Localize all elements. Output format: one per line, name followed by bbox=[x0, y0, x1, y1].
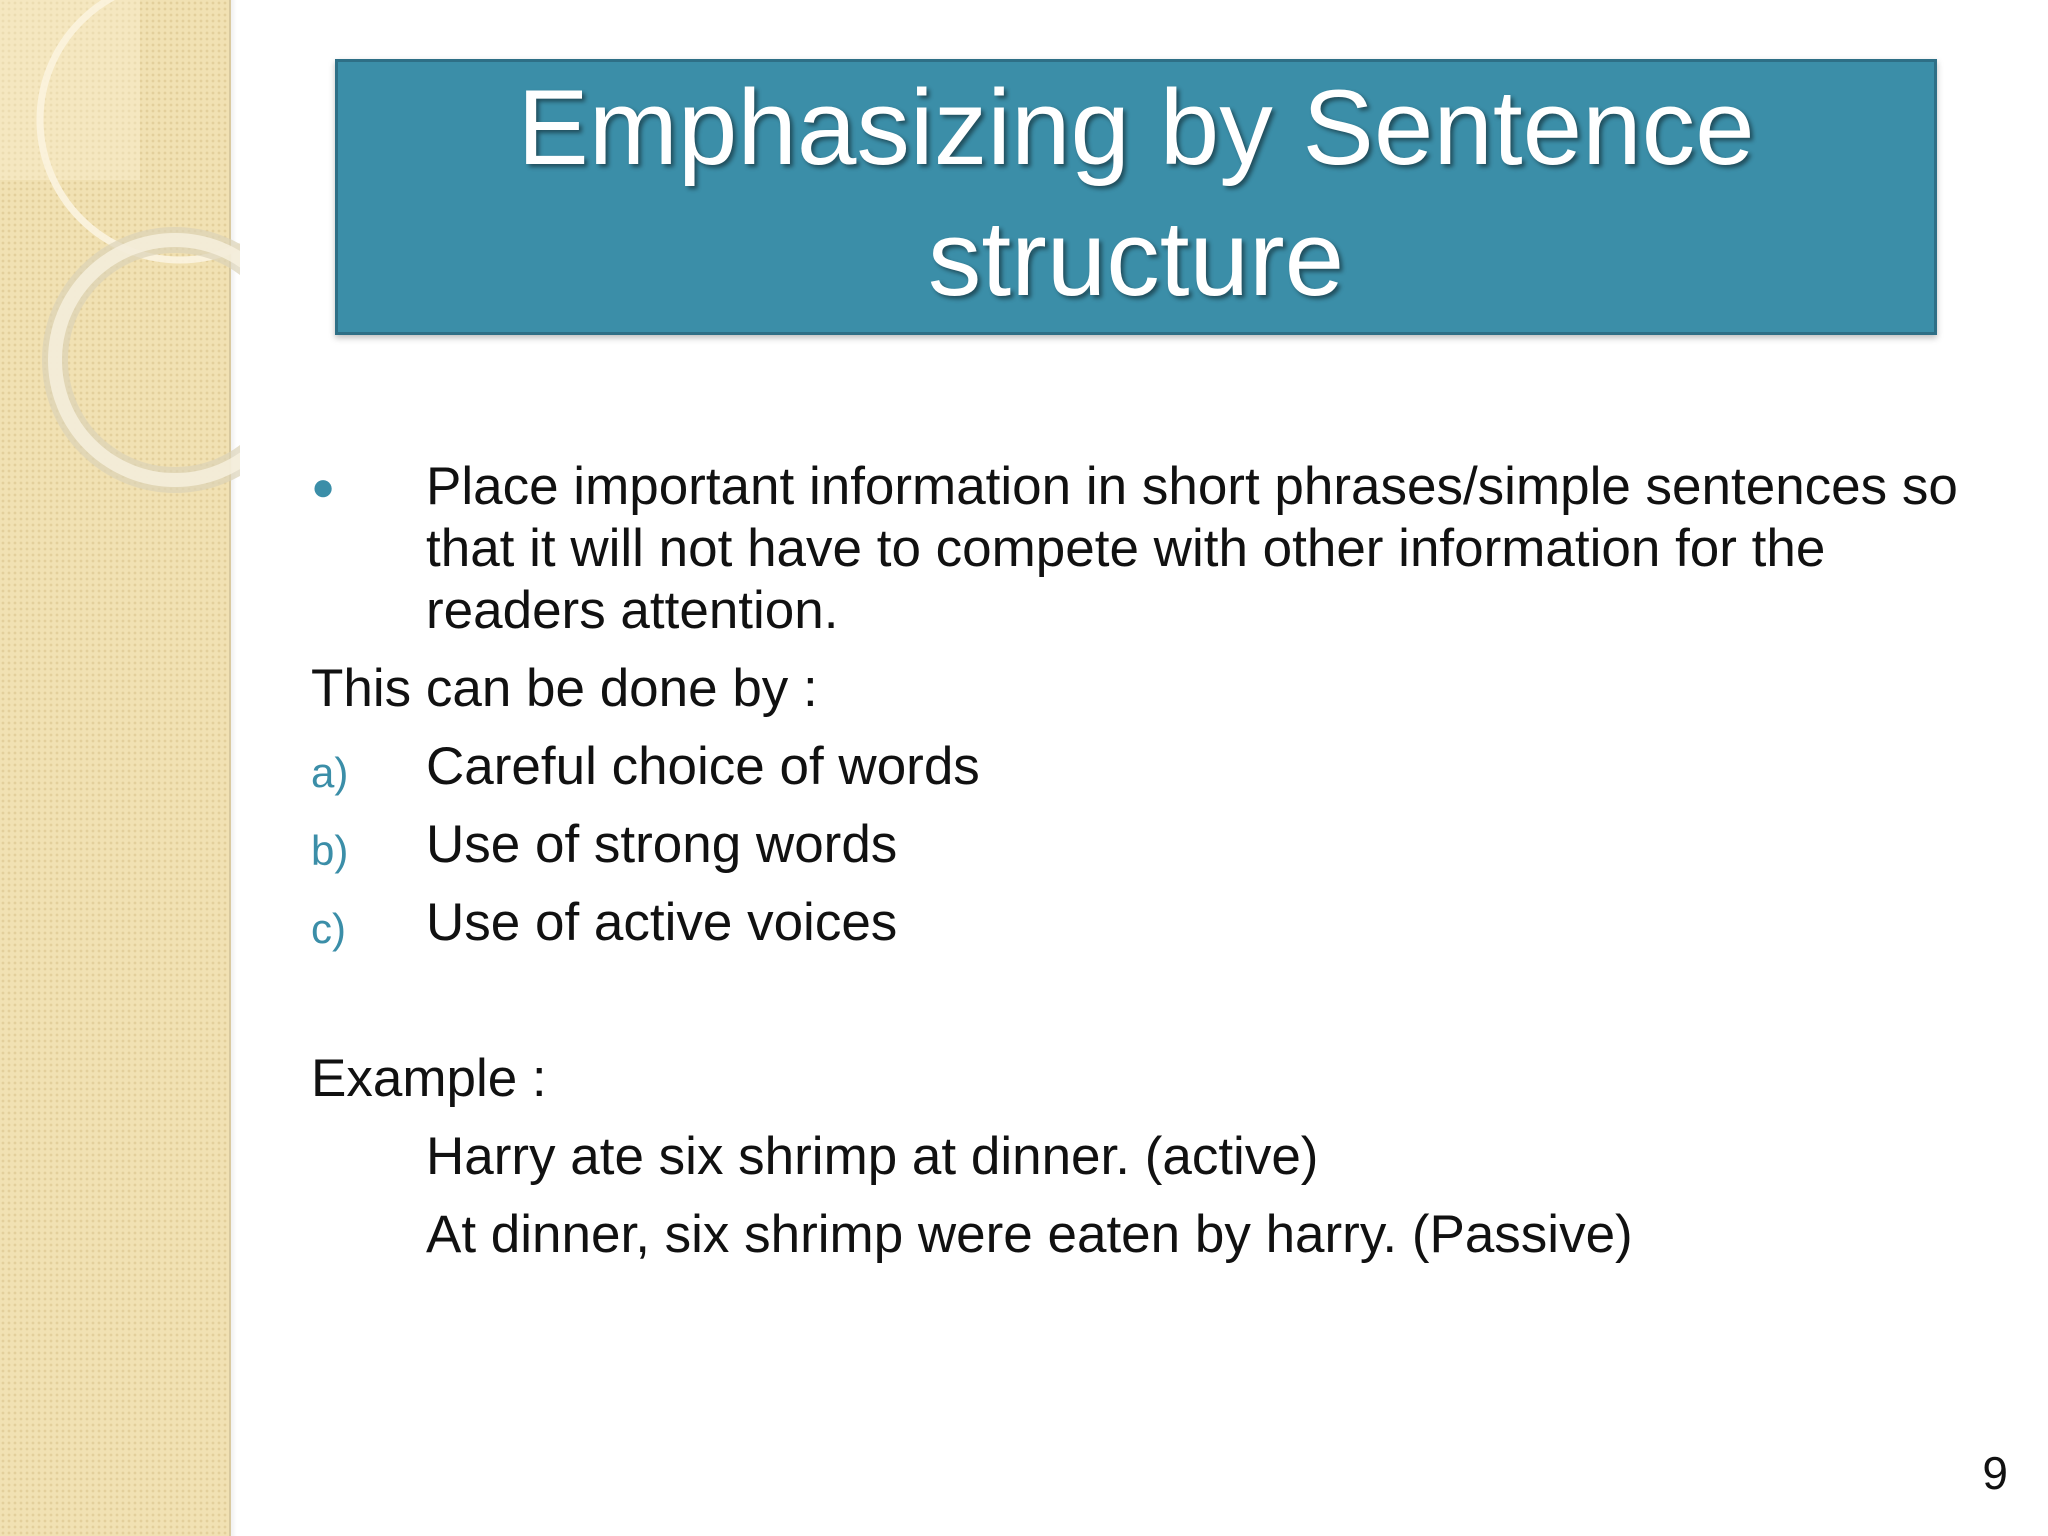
title-banner bbox=[335, 59, 1937, 335]
list-item bbox=[311, 892, 2011, 954]
list-item-text: Use of strong words bbox=[426, 815, 898, 874]
example-sentence: At dinner, six shrimp were eaten by harry. (Passive) bbox=[426, 1205, 1633, 1264]
list-item bbox=[311, 814, 2011, 876]
page-number: 9 bbox=[1982, 1447, 2008, 1499]
list-item-text: Use of active voices bbox=[426, 893, 898, 952]
list-marker: b) bbox=[311, 827, 349, 874]
slide-body bbox=[311, 456, 2011, 1266]
list-marker: c) bbox=[311, 905, 346, 952]
bullet-text: Place important information in short phrases/simple sentences so that it will not have to compete with other information for the readers attention. bbox=[426, 457, 1958, 640]
bullet-dot-icon: ● bbox=[311, 465, 336, 509]
example-label: Example : bbox=[311, 1049, 547, 1108]
bullet-item bbox=[311, 456, 2011, 642]
slide-title: Emphasizing by Sentence structure bbox=[517, 67, 1755, 318]
intro-text: This can be done by : bbox=[311, 659, 818, 718]
list-marker: a) bbox=[311, 749, 349, 796]
list-item bbox=[311, 736, 2011, 798]
example-sentence: Harry ate six shrimp at dinner. (active) bbox=[426, 1127, 1319, 1186]
list-item-text: Careful choice of words bbox=[426, 737, 980, 796]
decorative-circles bbox=[0, 0, 240, 520]
